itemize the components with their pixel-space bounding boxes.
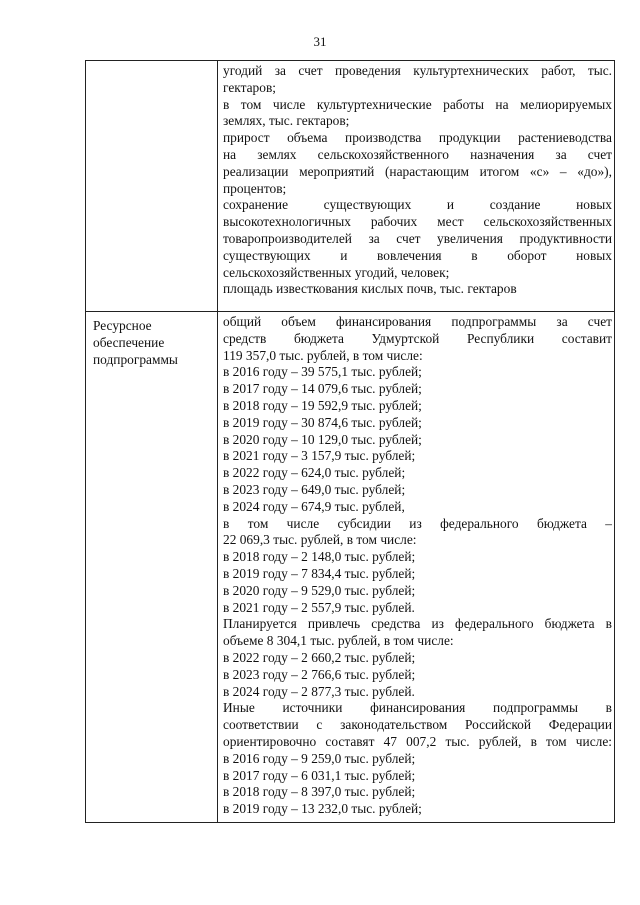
- text-line: 119 357,0 тыс. рублей, в том числе:: [223, 347, 423, 363]
- text-line: ориентировочно составят 47 007,2 тыс. рублей, в том числе:: [223, 733, 612, 749]
- text-line: в 2020 году – 10 129,0 тыс. рублей;: [223, 431, 422, 447]
- text-line: в 2019 году – 13 232,0 тыс. рублей;: [223, 801, 422, 817]
- text-line: существующих и вовлечения в оборот новых: [223, 247, 612, 263]
- text-line: 22 069,3 тыс. рублей, в том числе:: [223, 532, 417, 548]
- text-line: в 2016 году – 9 259,0 тыс. рублей;: [223, 750, 416, 766]
- text-line: сельскохозяйственных угодий, человек;: [223, 264, 450, 280]
- text-line: в 2016 году – 39 575,1 тыс. рублей;: [223, 364, 422, 380]
- text-line: в том числе культуртехнические работы на мелиорируемых: [223, 96, 612, 112]
- text-line: объеме 8 304,1 тыс. рублей, в том числе:: [223, 633, 454, 649]
- text-line: в 2021 году – 2 557,9 тыс. рублей.: [223, 599, 415, 615]
- indicator-list: [223, 63, 612, 298]
- text-line: в 2018 году – 2 148,0 тыс. рублей;: [223, 549, 416, 565]
- page-number: 31: [313, 34, 327, 49]
- text-line: соответствии с законодательством Российской Федерации: [223, 717, 612, 733]
- text-line: в 2023 году – 649,0 тыс. рублей;: [223, 481, 406, 497]
- text-line: в 2023 году – 2 766,6 тыс. рублей;: [223, 666, 416, 682]
- text-line: в 2018 году – 8 397,0 тыс. рублей;: [223, 784, 416, 800]
- row-label-line: обеспечение: [93, 334, 165, 350]
- table-row: [86, 61, 615, 312]
- text-line: в 2020 году – 9 529,0 тыс. рублей;: [223, 582, 416, 598]
- text-line: в 2017 году – 14 079,6 тыс. рублей;: [223, 381, 422, 397]
- text-line: в 2018 году – 19 592,9 тыс. рублей;: [223, 397, 422, 413]
- text-line: в том числе субсидии из федерального бюджета –: [223, 515, 612, 531]
- text-line: землях, тыс. гектаров;: [223, 113, 350, 129]
- row-content-cell: [218, 61, 615, 312]
- text-line: общий объем финансирования подпрограммы за счет: [223, 314, 612, 329]
- text-line: в 2019 году – 30 874,6 тыс. рублей;: [223, 414, 422, 430]
- text-line: в 2017 году – 6 031,1 тыс. рублей;: [223, 767, 416, 783]
- text-line: реализации мероприятий (нарастающим итогом «с» – «до»),: [223, 163, 612, 179]
- text-line: в 2021 году – 3 157,9 тыс. рублей;: [223, 448, 416, 464]
- text-line: в 2024 году – 2 877,3 тыс. рублей.: [223, 683, 415, 699]
- text-line: на землях сельскохозяйственного назначения за счет: [223, 146, 612, 162]
- row-label-line: Ресурсное: [93, 318, 152, 333]
- text-line: высокотехнологичных рабочих мест сельскохозяйственных: [223, 214, 612, 230]
- funding-list: [223, 314, 612, 818]
- text-line: угодий за счет проведения культуртехнических работ, тыс.: [223, 63, 612, 78]
- passport-table: [85, 60, 615, 823]
- text-line: процентов;: [223, 180, 287, 196]
- text-line: в 2022 году – 624,0 тыс. рублей;: [223, 465, 406, 481]
- text-line: прирост объема производства продукции растениеводства: [223, 130, 612, 146]
- row-label-cell: [86, 312, 218, 823]
- row-label-cell: [86, 61, 218, 312]
- text-line: в 2019 году – 7 834,4 тыс. рублей;: [223, 565, 416, 581]
- text-line: сохранение существующих и создание новых: [223, 197, 612, 213]
- table-row: [86, 312, 615, 823]
- text-line: в 2022 году – 2 660,2 тыс. рублей;: [223, 649, 416, 665]
- text-line: площадь известкования кислых почв, тыс. гектаров: [223, 281, 517, 297]
- text-line: Иные источники финансирования подпрограммы в: [223, 700, 612, 716]
- text-line: товаропроизводителей за счет увеличения продуктивности: [223, 230, 612, 246]
- text-line: гектаров;: [223, 79, 276, 95]
- text-line: Планируется привлечь средства из федерального бюджета в: [223, 616, 612, 632]
- text-line: в 2024 году – 674,9 тыс. рублей,: [223, 498, 405, 514]
- row-label-line: подпрограммы: [93, 351, 178, 367]
- row-content-cell: [218, 312, 615, 823]
- text-line: средств бюджета Удмуртской Республики составит: [223, 330, 612, 346]
